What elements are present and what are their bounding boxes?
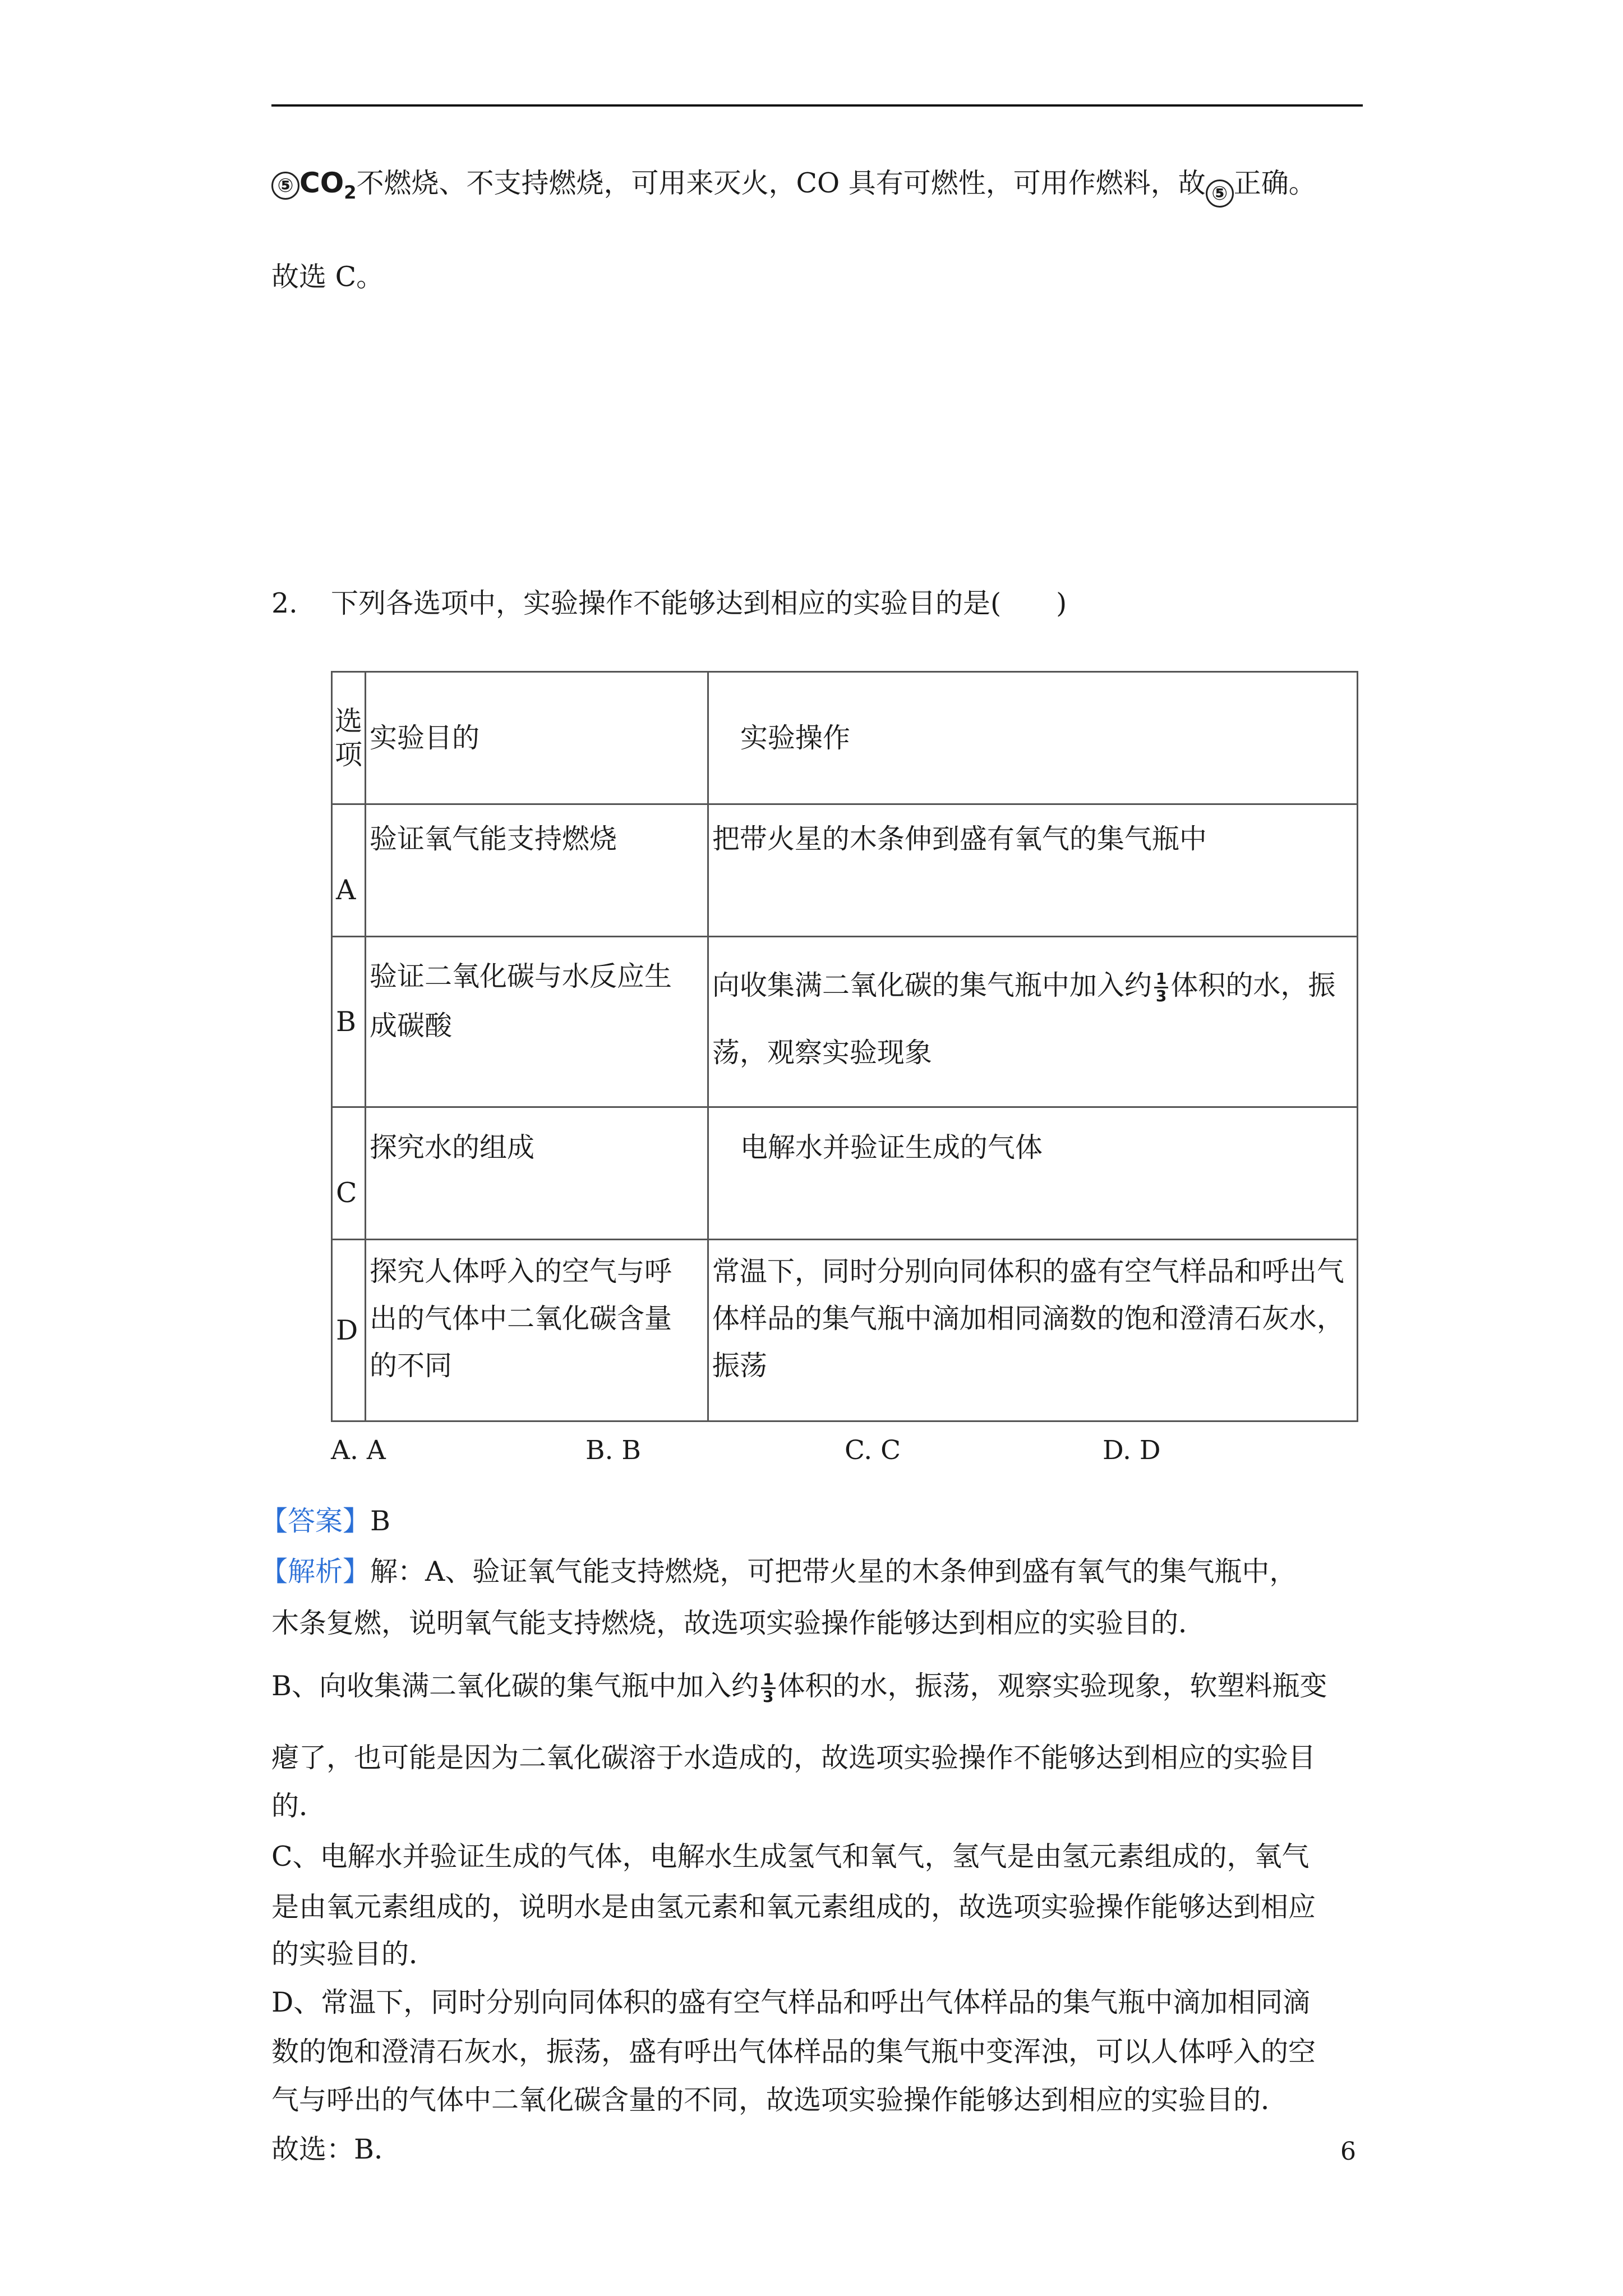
analysis-line: 数的饱和澄清石灰水，振荡，盛有呼出气体样品的集气瓶中变浑浊，可以人体呼入的空 [271, 2036, 1316, 2068]
circled-five: ⑤ [271, 172, 299, 200]
analysis-line: 是由氧元素组成的，说明水是由氢元素和氧元素组成的，故选项实验操作能够达到相应 [271, 1891, 1316, 1923]
table-row [332, 1240, 1358, 1421]
fraction-one-third: $\frac{1}{3}$ [1154, 971, 1168, 1004]
row-option: D [332, 1240, 366, 1421]
row-option: A [332, 804, 366, 937]
question-number: 2. [271, 587, 298, 619]
table-row [332, 937, 1358, 1107]
co2-formula: $CO_2$ [299, 167, 357, 203]
table-row [332, 1107, 1358, 1240]
fraction-one-third: $\frac{1}{3}$ [761, 1672, 775, 1705]
row-purpose: 探究人体呼入的空气与呼 出的气体中二氧化碳含量 的不同 [366, 1240, 708, 1421]
analysis-line: 木条复燃，说明氧气能支持燃烧，故选项实验操作能够达到相应的实验目的． [271, 1607, 1206, 1639]
analysis-line: B、向收集满二氧化碳的集气瓶中加入约 $\frac{1}{3}$ 体积的水，振荡，观察实验现象，软塑料瓶变 [271, 1670, 1327, 1706]
option-a: A. A [331, 1435, 386, 1466]
analysis-line: 【解析】解：A、验证氧气能支持燃烧，可把带火星的木条伸到盛有氧气的集气瓶中， [260, 1556, 1297, 1588]
prev-answer-line2: 故选 C。 [271, 261, 384, 293]
header-rule [271, 104, 1363, 107]
row-option: B [332, 937, 366, 1107]
table-row [332, 804, 1358, 937]
row-purpose: 探究水的组成 [366, 1107, 708, 1240]
analysis-tag: 【解析】 [260, 1556, 371, 1588]
row-purpose: 验证二氧化碳与水反应生 成碳酸 [366, 937, 708, 1107]
analysis-line: 气与呼出的气体中二氧化碳含量的不同，故选项实验操作能够达到相应的实验目的． [271, 2084, 1289, 2116]
circled-five: ⑤ [1206, 180, 1234, 208]
option-b: B. B [585, 1435, 641, 1466]
row-purpose: 验证氧气能支持燃烧 [366, 804, 708, 937]
row-option: C [332, 1107, 366, 1240]
header-option: 选 项 [332, 672, 366, 804]
page-number: 6 [1340, 2137, 1356, 2166]
analysis-line: 瘪了，也可能是因为二氧化碳溶于水造成的，故选项实验操作不能够达到相应的实验目 [271, 1742, 1316, 1774]
analysis-line: D、常温下，同时分别向同体积的盛有空气样品和呼出气体样品的集气瓶中滴加相同滴 [271, 1986, 1311, 2018]
experiment-table [331, 671, 1358, 1422]
row-operation: 电解水并验证生成的气体 [708, 1107, 1357, 1240]
answer-line [260, 1504, 390, 1538]
answer-tag: 【答案】 [260, 1505, 371, 1537]
header-operation: 实验操作 [708, 672, 1357, 804]
analysis-line: 的． [271, 1790, 327, 1822]
answer-value: B [370, 1505, 391, 1537]
option-c: C. C [845, 1435, 901, 1466]
header-purpose: 实验目的 [366, 672, 708, 804]
prev-answer-line1: ⑤ $CO_2$不燃烧、不支持燃烧，可用来灭火，CO 具有可燃性，可用作燃料，故 ⑤ 正确。 [271, 166, 1316, 209]
question-text: 下列各选项中，实验操作不能够达到相应的实验目的是( ) [331, 587, 1067, 619]
row-operation: 向收集满二氧化碳的集气瓶中加入约 $\frac{1}{3}$ 体积的水，振 荡，观察实验现象 [708, 937, 1357, 1107]
analysis-line: C、电解水并验证生成的气体，电解水生成氢气和氧气，氢气是由氢元素组成的，氧气 [271, 1841, 1310, 1872]
analysis-line: 故选：B． [271, 2133, 402, 2165]
table-header-row [332, 672, 1358, 804]
option-d: D. D [1103, 1435, 1161, 1466]
row-operation: 常温下，同时分别向同体积的盛有空气样品和呼出气 体样品的集气瓶中滴加相同滴数的饱和澄清石灰水， 振荡 [708, 1240, 1357, 1421]
analysis-line: 的实验目的． [271, 1938, 437, 1970]
row-operation: 把带火星的木条伸到盛有氧气的集气瓶中 [708, 804, 1357, 937]
